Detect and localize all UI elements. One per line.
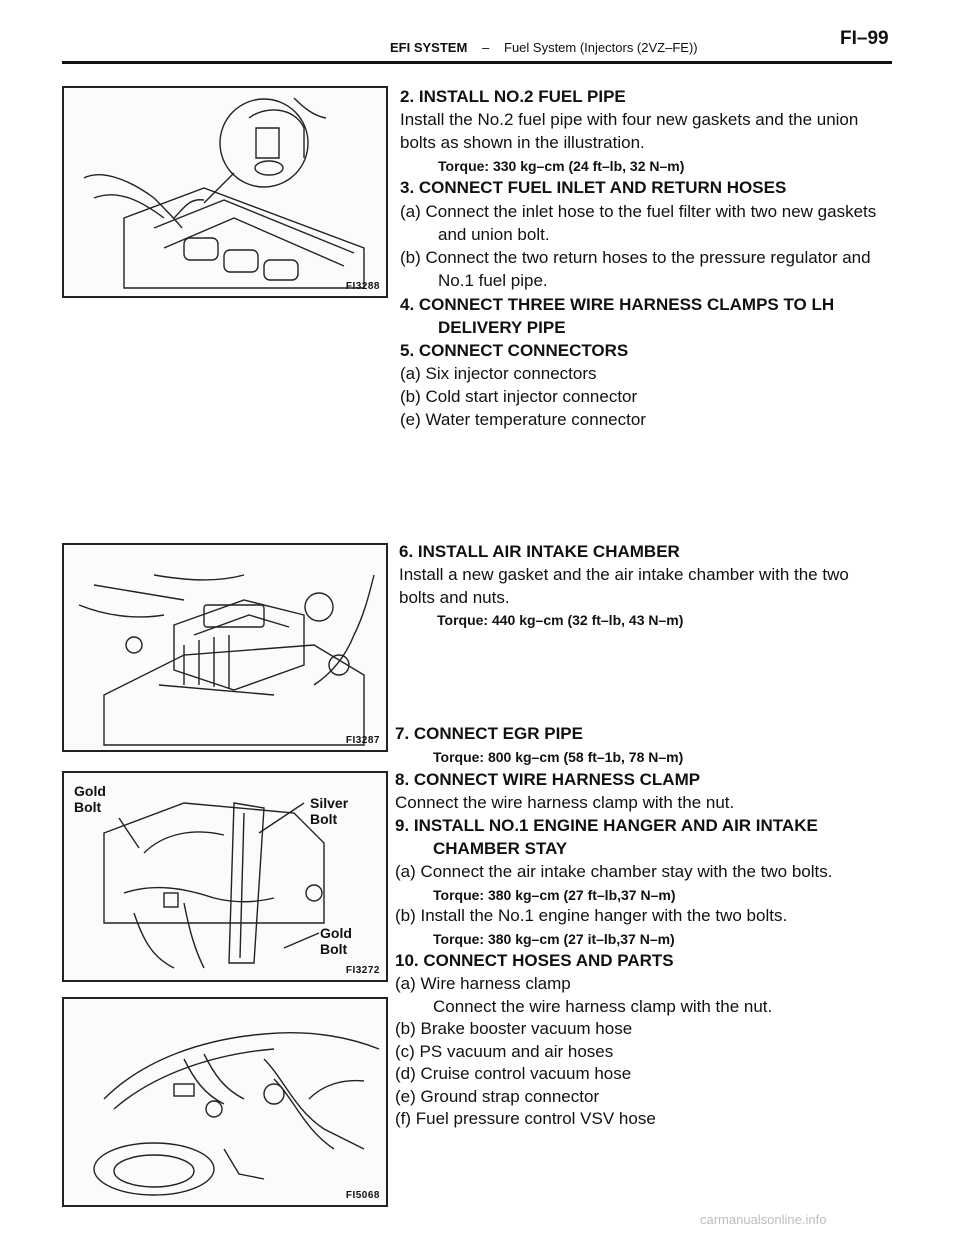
- figure-hoses-and-parts: [62, 997, 388, 1207]
- step-9-title-line-2: CHAMBER STAY: [433, 839, 568, 858]
- step-2-torque: Torque: 330 kg–cm (24 ft–lb, 32 N–m): [438, 158, 685, 174]
- step-5-item-e: (e) Water temperature connector: [400, 410, 646, 429]
- step-10-item-a: (a) Wire harness clamp: [395, 974, 571, 993]
- figure-engine-hanger: [62, 771, 388, 982]
- step-6-title: 6. INSTALL AIR INTAKE CHAMBER: [399, 542, 680, 561]
- step-8-title: 8. CONNECT WIRE HARNESS CLAMP: [395, 770, 701, 789]
- step-8-body: Connect the wire harness clamp with the nut.: [395, 793, 735, 812]
- step-5-item-b: (b) Cold start injector connector: [400, 387, 638, 406]
- header-rule: [62, 61, 892, 64]
- figure-fuel-pipe: [62, 86, 388, 298]
- page-number: FI–99: [840, 28, 889, 49]
- step-6-body-line-1: Install a new gasket and the air intake chamber with the two: [399, 565, 849, 584]
- step-6-body-line-2: bolts and nuts.: [399, 588, 510, 607]
- step-10-item-b: (b) Brake booster vacuum hose: [395, 1019, 633, 1038]
- step-3-title: 3. CONNECT FUEL INLET AND RETURN HOSES: [400, 178, 787, 197]
- watermark: carmanualsonline.info: [700, 1212, 827, 1227]
- hoses-and-parts-illustration: [64, 999, 386, 1205]
- figure-code: FI3272: [345, 965, 380, 976]
- step-9-a-torque: Torque: 380 kg–cm (27 ft–lb,37 N–m): [433, 887, 676, 903]
- fuel-pipe-illustration: [64, 88, 386, 296]
- step-10-item-a-detail: Connect the wire harness clamp with the nut.: [433, 997, 773, 1016]
- step-4-title-line-1: 4. CONNECT THREE WIRE HARNESS CLAMPS TO LH: [400, 295, 835, 314]
- figure-code: FI5068: [345, 1190, 380, 1201]
- callout-gold-bolt-bottom: Gold Bolt: [320, 925, 352, 957]
- step-5-title: 5. CONNECT CONNECTORS: [400, 341, 629, 360]
- step-10-title: 10. CONNECT HOSES AND PARTS: [395, 951, 674, 970]
- step-3-b-line-2: No.1 fuel pipe.: [438, 271, 548, 290]
- step-4-title-line-2: DELIVERY PIPE: [438, 318, 566, 337]
- step-10-item-c: (c) PS vacuum and air hoses: [395, 1042, 614, 1061]
- air-intake-chamber-illustration: [64, 545, 386, 750]
- header-separator: –: [482, 40, 490, 55]
- figure-air-intake-chamber: [62, 543, 388, 752]
- step-10-item-d: (d) Cruise control vacuum hose: [395, 1064, 632, 1083]
- step-7-torque: Torque: 800 kg–cm (58 ft–1b, 78 N–m): [433, 749, 684, 765]
- figure-code: FI3287: [345, 735, 380, 746]
- step-7-title: 7. CONNECT EGR PIPE: [395, 724, 583, 743]
- section-name: EFI SYSTEM: [390, 40, 468, 55]
- step-9-b-torque: Torque: 380 kg–cm (27 it–lb,37 N–m): [433, 931, 675, 947]
- step-3-a-line-2: and union bolt.: [438, 225, 550, 244]
- figure-code: FI3288: [345, 281, 380, 292]
- step-9-title-line-1: 9. INSTALL NO.1 ENGINE HANGER AND AIR INTAKE: [395, 816, 818, 835]
- step-3-b-line-1: (b) Connect the two return hoses to the pressure regulator and: [400, 248, 871, 267]
- callout-gold-bolt-top: Gold Bolt: [74, 783, 106, 815]
- step-2-body-line-1: Install the No.2 fuel pipe with four new gaskets and the union: [400, 110, 859, 129]
- step-9-item-a: (a) Connect the air intake chamber stay with the two bolts.: [395, 862, 833, 881]
- step-2-title: 2. INSTALL NO.2 FUEL PIPE: [400, 87, 626, 106]
- section-subtitle: Fuel System (Injectors (2VZ–FE)): [504, 40, 698, 55]
- step-3-a-line-1: (a) Connect the inlet hose to the fuel filter with two new gaskets: [400, 202, 877, 221]
- step-10-item-f: (f) Fuel pressure control VSV hose: [395, 1109, 656, 1128]
- step-2-body-line-2: bolts as shown in the illustration.: [400, 133, 645, 152]
- step-9-item-b: (b) Install the No.1 engine hanger with the two bolts.: [395, 906, 788, 925]
- step-6-torque: Torque: 440 kg–cm (32 ft–lb, 43 N–m): [437, 612, 684, 628]
- step-10-item-e: (e) Ground strap connector: [395, 1087, 600, 1106]
- step-5-item-a: (a) Six injector connectors: [400, 364, 597, 383]
- callout-silver-bolt: Silver Bolt: [310, 795, 349, 827]
